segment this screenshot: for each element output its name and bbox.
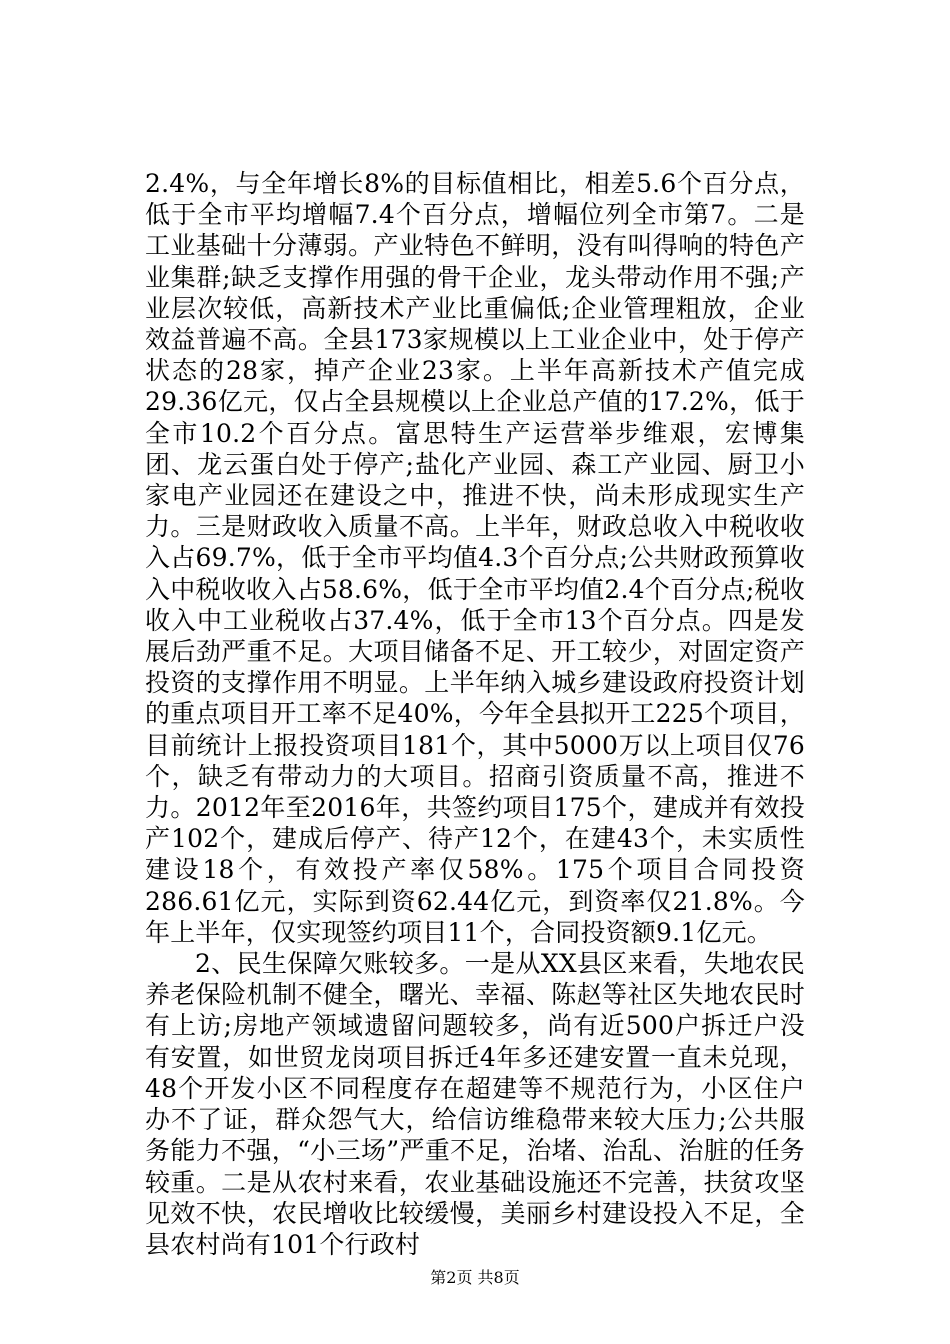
document-body bbox=[145, 168, 805, 1260]
paragraph-2: 2、民生保障欠账较多。一是从XX县区来看，失地农民养老保险机制不健全，曙光、幸福、陈赵等社区失地农民时有上访;房地产领域遗留问题较多，尚有近500户拆迁户没有安置，如世贸龙岗项目拆迁4年多还建安置一直未兑现，48个开发小区不同程度存在超建等不规范行为，小区住户办不了证，群众怨气大，给信访维稳带来较大压力;公共服务能力不强，“小三场”严重不足，治堵、治乱、治脏的任务较重。二是从农村来看，农业基础设施还不完善，扶贫攻坚见效不快，农民增收比较缓慢，美丽乡村建设投入不足，全县农村尚有101个行政村 bbox=[145, 949, 805, 1259]
page-footer: 第2页 共8页 bbox=[430, 1268, 520, 1287]
paragraph-1: 2.4%，与全年增长8%的目标值相比，相差5.6个百分点，低于全市平均增幅7.4个百分点，增幅位列全市第7。二是工业基础十分薄弱。产业特色不鲜明，没有叫得响的特色产业集群;缺乏支撑作用强的骨干企业，龙头带动作用不强;产业层次较低，高新技术产业比重偏低;企业管理粗放，企业效益普遍不高。全县173家规模以上工业企业中，处于停产状态的28家，掉产企业23家。上半年高新技术产值完成29.36亿元，仅占全县规模以上企业总产值的17.2%，低于全市10.2个百分点。富思特生产运营举步维艰，宏博集团、龙云蛋白处于停产;盐化产业园、森工产业园、厨卫小家电产业园还在建设之中，推进不快，尚未形成现实生产力。三是财政收入质量不高。上半年，财政总收入中税收收入占69.7%，低于全市平均值4.3个百分点;公共财政预算收入中税收收入占58.6%，低于全市平均值2.4个百分点;税收收入中工业税收占37.4%，低于全市13个百分点。四是发展后劲严重不足。大项目储备不足、开工较少，对固定资产投资的支撑作用不明显。上半年纳入城乡建设政府投资计划的重点项目开工率不足40%，今年全县拟开工225个项目，目前统计上报投资项目181个，其中5000万以上项目仅76个，缺乏有带动力的大项目。招商引资质量不高，推进不力。2012年至2016年，共签约项目175个，建成并有效投产102个，建成后停产、待产12个，在建43个，未实质性建设18个，有效投产率仅58%。175个项目合同投资286.61亿元，实际到资62.44亿元，到资率仅21.8%。今年上半年，仅实现签约项目11个，合同投资额9.1亿元。 bbox=[145, 169, 805, 947]
